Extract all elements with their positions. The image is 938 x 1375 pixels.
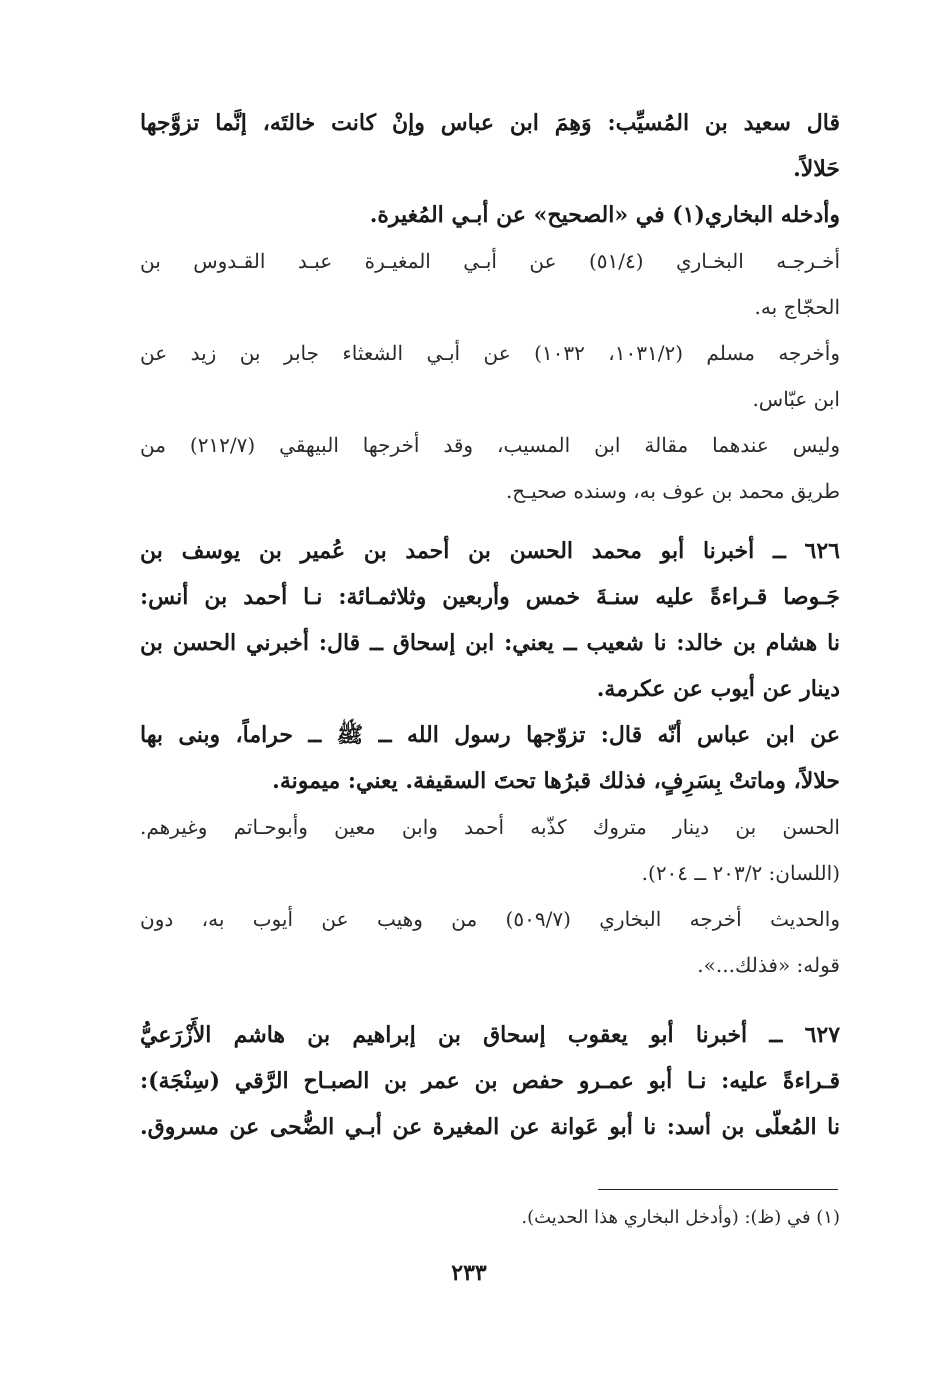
hadith-627-isnad [140, 1012, 840, 1150]
text-line: دينار عن أيوب عن عكرمة. [596, 676, 840, 702]
hadith-626-matn [140, 712, 840, 804]
text-line: الحجّاج به. [754, 295, 840, 319]
footnote-divider [598, 1189, 838, 1190]
page-body [140, 100, 840, 1150]
text-line: (اللسان: ٢٠٣/٢ ــ ٢٠٤). [641, 861, 840, 885]
text-line: قوله: «فذلك...». [697, 953, 840, 977]
text-line: قـراءةً عليه: نـا أبو عمـرو حفص بن عمر بن الصبـاح الرَّقي (سِنْجَة): [140, 1068, 840, 1094]
paragraph-bukhari-sahih [140, 192, 840, 238]
text-line: عن ابن عباس أنّه قال: تزوّجها رسول الله ــ ﷺ ــ حراماً، وبنى بها [140, 722, 840, 748]
text-line: نا هشام بن خالد: نا شعيب ــ يعني: ابن إسحاق ــ قال: أخبرني الحسن بن [140, 630, 840, 656]
paragraph-takhrij-bayhaqi [140, 422, 840, 514]
paragraph-takhrij-muslim [140, 330, 840, 422]
hadith-626-isnad [140, 528, 840, 712]
text-line: أخـرجـه البخـاري (٥١/٤) عن أبـي المغيـرة عبـد القـدوس بن [140, 249, 840, 273]
page-number: ٢٣٣ [451, 1260, 487, 1286]
text-line: وأخرجه مسلم (١٠٣١/٢، ١٠٣٢) عن أبـي الشعثاء جابر بن زيد عن [140, 341, 840, 365]
paragraph-takhrij-wuhayb [140, 896, 840, 988]
paragraph-said-ibn-musayyib [140, 100, 840, 192]
text-line: نا المُعلّى بن أسد: نا أبو عَوانة عن المغيرة عن أبـي الضُّحى عن مسروق. [140, 1114, 840, 1140]
text-line: وليس عندهما مقالة ابن المسيب، وقد أخرجها البيهقي (٢١٢/٧) من [140, 433, 840, 457]
paragraph-hasan-ibn-dinar [140, 804, 840, 896]
text-line: ٦٢٦ ــ أخبرنا أبو محمد الحسن بن أحمد بن عُمير بن يوسف بن [140, 538, 840, 564]
text-line: ابن عبّاس. [752, 387, 840, 411]
text-line: ٦٢٧ ــ أخبرنا أبو يعقوب إسحاق بن إبراهيم بن هاشم الأَزْرَعيُّ [140, 1022, 840, 1048]
text-line: قال سعيد بن المُسيِّب: وَهِمَ ابن عباس وإنْ كانت خالتَه، إنَّما تزوَّجها [140, 110, 840, 136]
text-line: حَلالاً. [793, 156, 840, 182]
text-line: حلالاً، وماتتْ بِسَرِفٍ، فذلك قبرُها تحتَ السقيفة. يعني: ميمونة. [272, 768, 840, 794]
text-line: الحسن بن دينار متروك كذّبه أحمد وابن معين وأبوحـاتم وغيرهم. [140, 815, 840, 839]
footnote: (١) في (ظ): (وأدخل البخاري هذا الحديث). [521, 1207, 840, 1228]
text-line: طريق محمد بن عوف به، وسنده صحيـح. [505, 479, 840, 503]
text-line: جَـوصا قـراءةً عليه سنـةَ خمس وأربعين وثلاثمـائة: نـا أحمد بن أنس: [140, 584, 840, 610]
paragraph-takhrij-bukhari [140, 238, 840, 330]
text-line: وأدخله البخاري(١) في «الصحيح» عن أبـي المُغيرة. [369, 202, 840, 228]
text-line: والحديث أخرجه البخاري (٥٠٩/٧) من وهيب عن أيوب به، دون [140, 907, 840, 931]
